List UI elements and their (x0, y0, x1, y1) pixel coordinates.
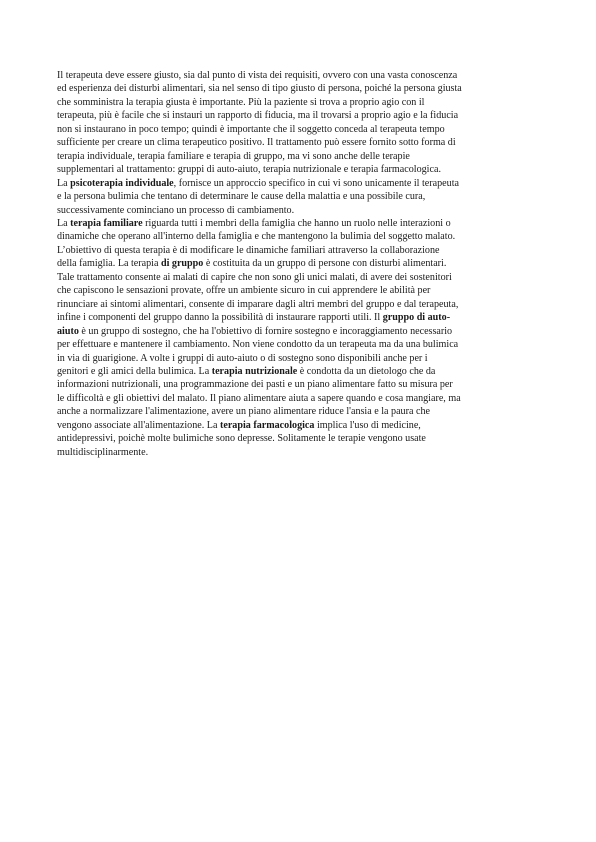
text-line (57, 96, 547, 109)
text-line (57, 405, 547, 418)
text-line (57, 177, 547, 190)
text-line (57, 69, 547, 82)
text-line (57, 217, 547, 230)
text-run: in via di guarigione. A volte i gruppi di auto-aiuto o di sostegno sono disponibili anche per i (57, 352, 428, 364)
text-run: Il terapeuta deve essere giusto, sia dal punto di vista dei requisiti, ovvero con una vasta conoscenza (57, 70, 458, 81)
text-run: anche a normalizzare l'alimentazione, avere un piano alimentare riduce l'ansia e la paura che (57, 406, 430, 418)
text-run: della famiglia. La terapia (57, 258, 161, 270)
text-line (57, 82, 547, 95)
text-line (57, 257, 547, 270)
text-run: supplementari al trattamento: gruppi di auto-aiuto, terapia nutrizionale e terapia farmacologica. (57, 164, 441, 176)
text-run: implica l'uso di medicine, (314, 419, 421, 431)
text-run: e la persona bulimia che tentano di determinare le cause della malattia e una possibile cura, (57, 191, 426, 203)
text-run: terapeuta, più è facile che si instauri un rapporto di fiducia, ma il trovarsi a proprio agio e la fiducia (57, 110, 459, 122)
text-line (57, 325, 547, 338)
text-line (57, 446, 547, 459)
text-run: vengono associate all'alimentazione. La (57, 419, 220, 431)
text-line (57, 338, 547, 351)
bold-term: di gruppo (160, 258, 204, 270)
text-run: che capiscono le sensazioni provate, offre un ambiente sicuro in cui apprendere le abilità per (57, 285, 431, 297)
text-run: riguarda tutti i membri della famiglia che hanno un ruolo nelle interazioni o (142, 217, 451, 229)
text-line (57, 365, 547, 378)
text-line (57, 284, 547, 297)
text-line (57, 271, 547, 284)
bold-term: gruppo di auto- (382, 312, 451, 324)
text-line (57, 244, 547, 257)
text-run: terapia individuale, terapia familiare e terapia di gruppo, ma vi sono anche delle terapie (57, 150, 410, 162)
text-run: multidisciplinarmente. (57, 446, 149, 458)
bold-term: terapia nutrizionale (211, 365, 298, 377)
text-line (57, 190, 547, 203)
text-run: antidepressivi, poichè molte bulimiche sono depresse. Solitamente le terapie vengono usate (57, 433, 426, 445)
text-run: per effettuare e mantenere il cambiamento. Non viene condotto da un terapeuta ma da una bulimica (57, 339, 459, 351)
document-body (57, 69, 547, 459)
bold-term: terapia familiare (70, 217, 143, 229)
text-run: Tale trattamento consente ai malati di capire che non sono gli unici malati, di avere dei sostenitori (57, 271, 452, 283)
text-line (57, 150, 547, 163)
text-line (57, 163, 547, 176)
bold-term: psicoterapia individuale (70, 177, 174, 189)
bold-term: terapia farmacologica (219, 419, 315, 431)
text-run: è costituita da un gruppo di persone con disturbi alimentari. (203, 258, 447, 270)
text-line (57, 392, 547, 405)
text-line (57, 109, 547, 122)
text-run: ed esperienza dei disturbi alimentari, sia nel senso di tipo giusto di persona, poiché la persona giusta (57, 83, 462, 95)
text-line (57, 204, 547, 217)
text-run: genitori e gli amici della bulimica. La (57, 365, 212, 377)
text-run: successivamente cominciano un processo di cambiamento. (57, 204, 295, 216)
text-run: dinamiche che operano all'interno della famiglia e che mantengono la bulimia del soggetto malato. (57, 231, 456, 243)
text-line (57, 298, 547, 311)
text-run: infine i componenti del gruppo danno la possibilità di instaurare rapporti utili. Il (57, 312, 383, 324)
text-run: , fornisce un approccio specifico in cui vi sono unicamente il terapeuta (173, 177, 459, 189)
text-run: sufficiente per creare un clima terapeutico positivo. Il trattamento può essere fornito sotto forma di (57, 137, 456, 149)
text-run: non si instaurano in poco tempo; quindi è importante che il soggetto conceda al terapeuta tempo (57, 123, 445, 135)
text-run: L’obiettivo di questa terapia è di modificare le dinamiche familiari attraverso la collaborazione (57, 244, 440, 256)
text-line (57, 419, 547, 432)
text-line (57, 311, 547, 324)
text-run: le difficoltà e gli obiettivi del malato. Il piano alimentare aiuta a sapere quando e cosa mangiare, ma (57, 392, 461, 404)
text-run: La (57, 217, 71, 229)
text-run: è condotta da un dietologo che da (297, 365, 436, 377)
text-run: La (57, 177, 71, 189)
text-line (57, 432, 547, 445)
bold-term: aiuto (57, 325, 79, 337)
text-line (57, 136, 547, 149)
text-run: è un gruppo di sostegno, che ha l'obiettivo di fornire sostegno e incoraggiamento necessario (78, 325, 453, 337)
text-line (57, 123, 547, 136)
text-line (57, 230, 547, 243)
text-line (57, 378, 547, 391)
text-run: informazioni nutrizionali, una programmazione dei pasti e un piano alimentare fatto su misura per (57, 379, 453, 391)
text-run: che somministra la terapia giusta è importante. Più la paziente si trova a proprio agio con il (57, 96, 425, 108)
text-line (57, 352, 547, 365)
text-run: rinunciare ai sintomi alimentari, consente di imparare dagli altri membri del gruppo e dal terapeuta, (57, 298, 459, 310)
